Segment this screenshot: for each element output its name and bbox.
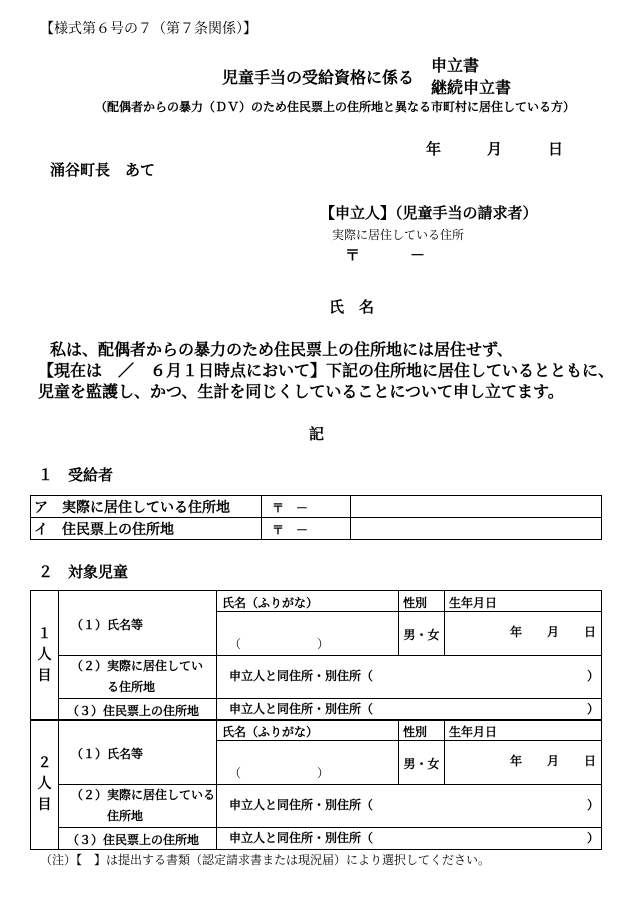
statement-line-1: 私は、配偶者からの暴力のため住民票上の住所地には居住せず、 bbox=[50, 340, 513, 359]
child1-name-row-label: （１）氏名等 bbox=[59, 591, 217, 656]
child2-gender-header: 性別 bbox=[399, 720, 445, 741]
applicant-address-label: 実際に居住している住所 bbox=[332, 228, 465, 242]
child2-actual-address-input[interactable]: 申立人と同住所・別住所（ ） bbox=[217, 785, 602, 828]
child1-gender-select[interactable]: 男・女 bbox=[399, 612, 445, 656]
child2-name-header: 氏名（ふりがな） bbox=[217, 720, 399, 741]
section1-heading: １ 受給者 bbox=[38, 466, 114, 484]
child1-actual-address-input[interactable]: 申立人と同住所・別住所（ ） bbox=[217, 656, 602, 699]
child-table-1 bbox=[30, 590, 602, 721]
statement-line-3: 児童を監護し、かつ、生計を同じくしていることについて申し立てます。 bbox=[38, 382, 564, 401]
title-option-keizoku: 継続申立書 bbox=[431, 78, 512, 97]
child2-gender-select[interactable]: 男・女 bbox=[399, 741, 445, 785]
statement-line-2: 【現在は ／ ６月１日時点において】下記の住所地に居住しているとともに、 bbox=[38, 361, 615, 380]
date-year-label: 年 bbox=[426, 140, 442, 158]
title-option-moushitatesho: 申立書 bbox=[431, 56, 480, 75]
child2-dob-header: 生年月日 bbox=[445, 720, 602, 741]
applicant-heading: 【申立人】（児童手当の請求者） bbox=[320, 204, 538, 222]
date-month-label: 月 bbox=[487, 140, 503, 158]
recipient-row-registered-label: イ 住民票上の住所地 bbox=[31, 518, 262, 540]
child2-actual-address-label: （２）実際に居住している 住所地 bbox=[59, 785, 217, 828]
postal-mark: 〒 bbox=[345, 246, 361, 264]
child-ordinal-2: ２ 人 目 bbox=[31, 720, 59, 850]
child2-registered-address-label: （３）住民票上の住所地 bbox=[59, 828, 217, 850]
applicant-name-label: 氏 名 bbox=[329, 298, 375, 316]
form-reference: 【様式第６号の７（第７条関係）】 bbox=[40, 21, 257, 37]
child1-actual-address-label: （２）実際に居住してい る住所地 bbox=[59, 656, 217, 699]
child1-dob-header: 生年月日 bbox=[445, 591, 602, 612]
addressee: 涌谷町長 あて bbox=[50, 161, 156, 179]
recipient-row-actual-address[interactable] bbox=[351, 496, 602, 518]
recipient-row-registered-postal[interactable]: 〒 － bbox=[262, 518, 351, 540]
child2-name-row-label: （１）氏名等 bbox=[59, 720, 217, 785]
child1-registered-address-input[interactable]: 申立人と同住所・別住所（ ） bbox=[217, 699, 602, 721]
child1-name-header: 氏名（ふりがな） bbox=[217, 591, 399, 612]
child1-name-input[interactable]: （ ） bbox=[217, 612, 399, 656]
date-day-label: 日 bbox=[548, 140, 564, 158]
form-title: 児童手当の受給資格に係る bbox=[222, 68, 415, 87]
child2-dob-input[interactable]: 年 月 日 bbox=[445, 741, 602, 785]
child1-gender-header: 性別 bbox=[399, 591, 445, 612]
child-table-2 bbox=[30, 719, 602, 850]
section2-heading: ２ 対象児童 bbox=[38, 563, 129, 581]
child2-registered-address-input[interactable]: 申立人と同住所・別住所（ ） bbox=[217, 828, 602, 850]
postal-dash: － bbox=[410, 246, 426, 264]
recipient-row-actual-postal[interactable]: 〒 － bbox=[262, 496, 351, 518]
recipient-row-actual-label: ア 実際に居住している住所地 bbox=[31, 496, 262, 518]
footer-note: （注）【 】は提出する書類（認定請求書または現況届）により選択してください。 bbox=[40, 853, 491, 867]
ki-heading: 記 bbox=[309, 425, 325, 443]
child2-name-input[interactable]: （ ） bbox=[217, 741, 399, 785]
child1-registered-address-label: （３）住民票上の住所地 bbox=[59, 699, 217, 721]
child-ordinal-1: １ 人 目 bbox=[31, 591, 59, 721]
form-subtitle: （配偶者からの暴力（ＤＶ）のため住民票上の住所地と異なる市町村に居住している方） bbox=[95, 100, 576, 114]
recipient-row-registered-address[interactable] bbox=[351, 518, 602, 540]
recipient-table bbox=[30, 495, 602, 540]
child1-dob-input[interactable]: 年 月 日 bbox=[445, 612, 602, 656]
